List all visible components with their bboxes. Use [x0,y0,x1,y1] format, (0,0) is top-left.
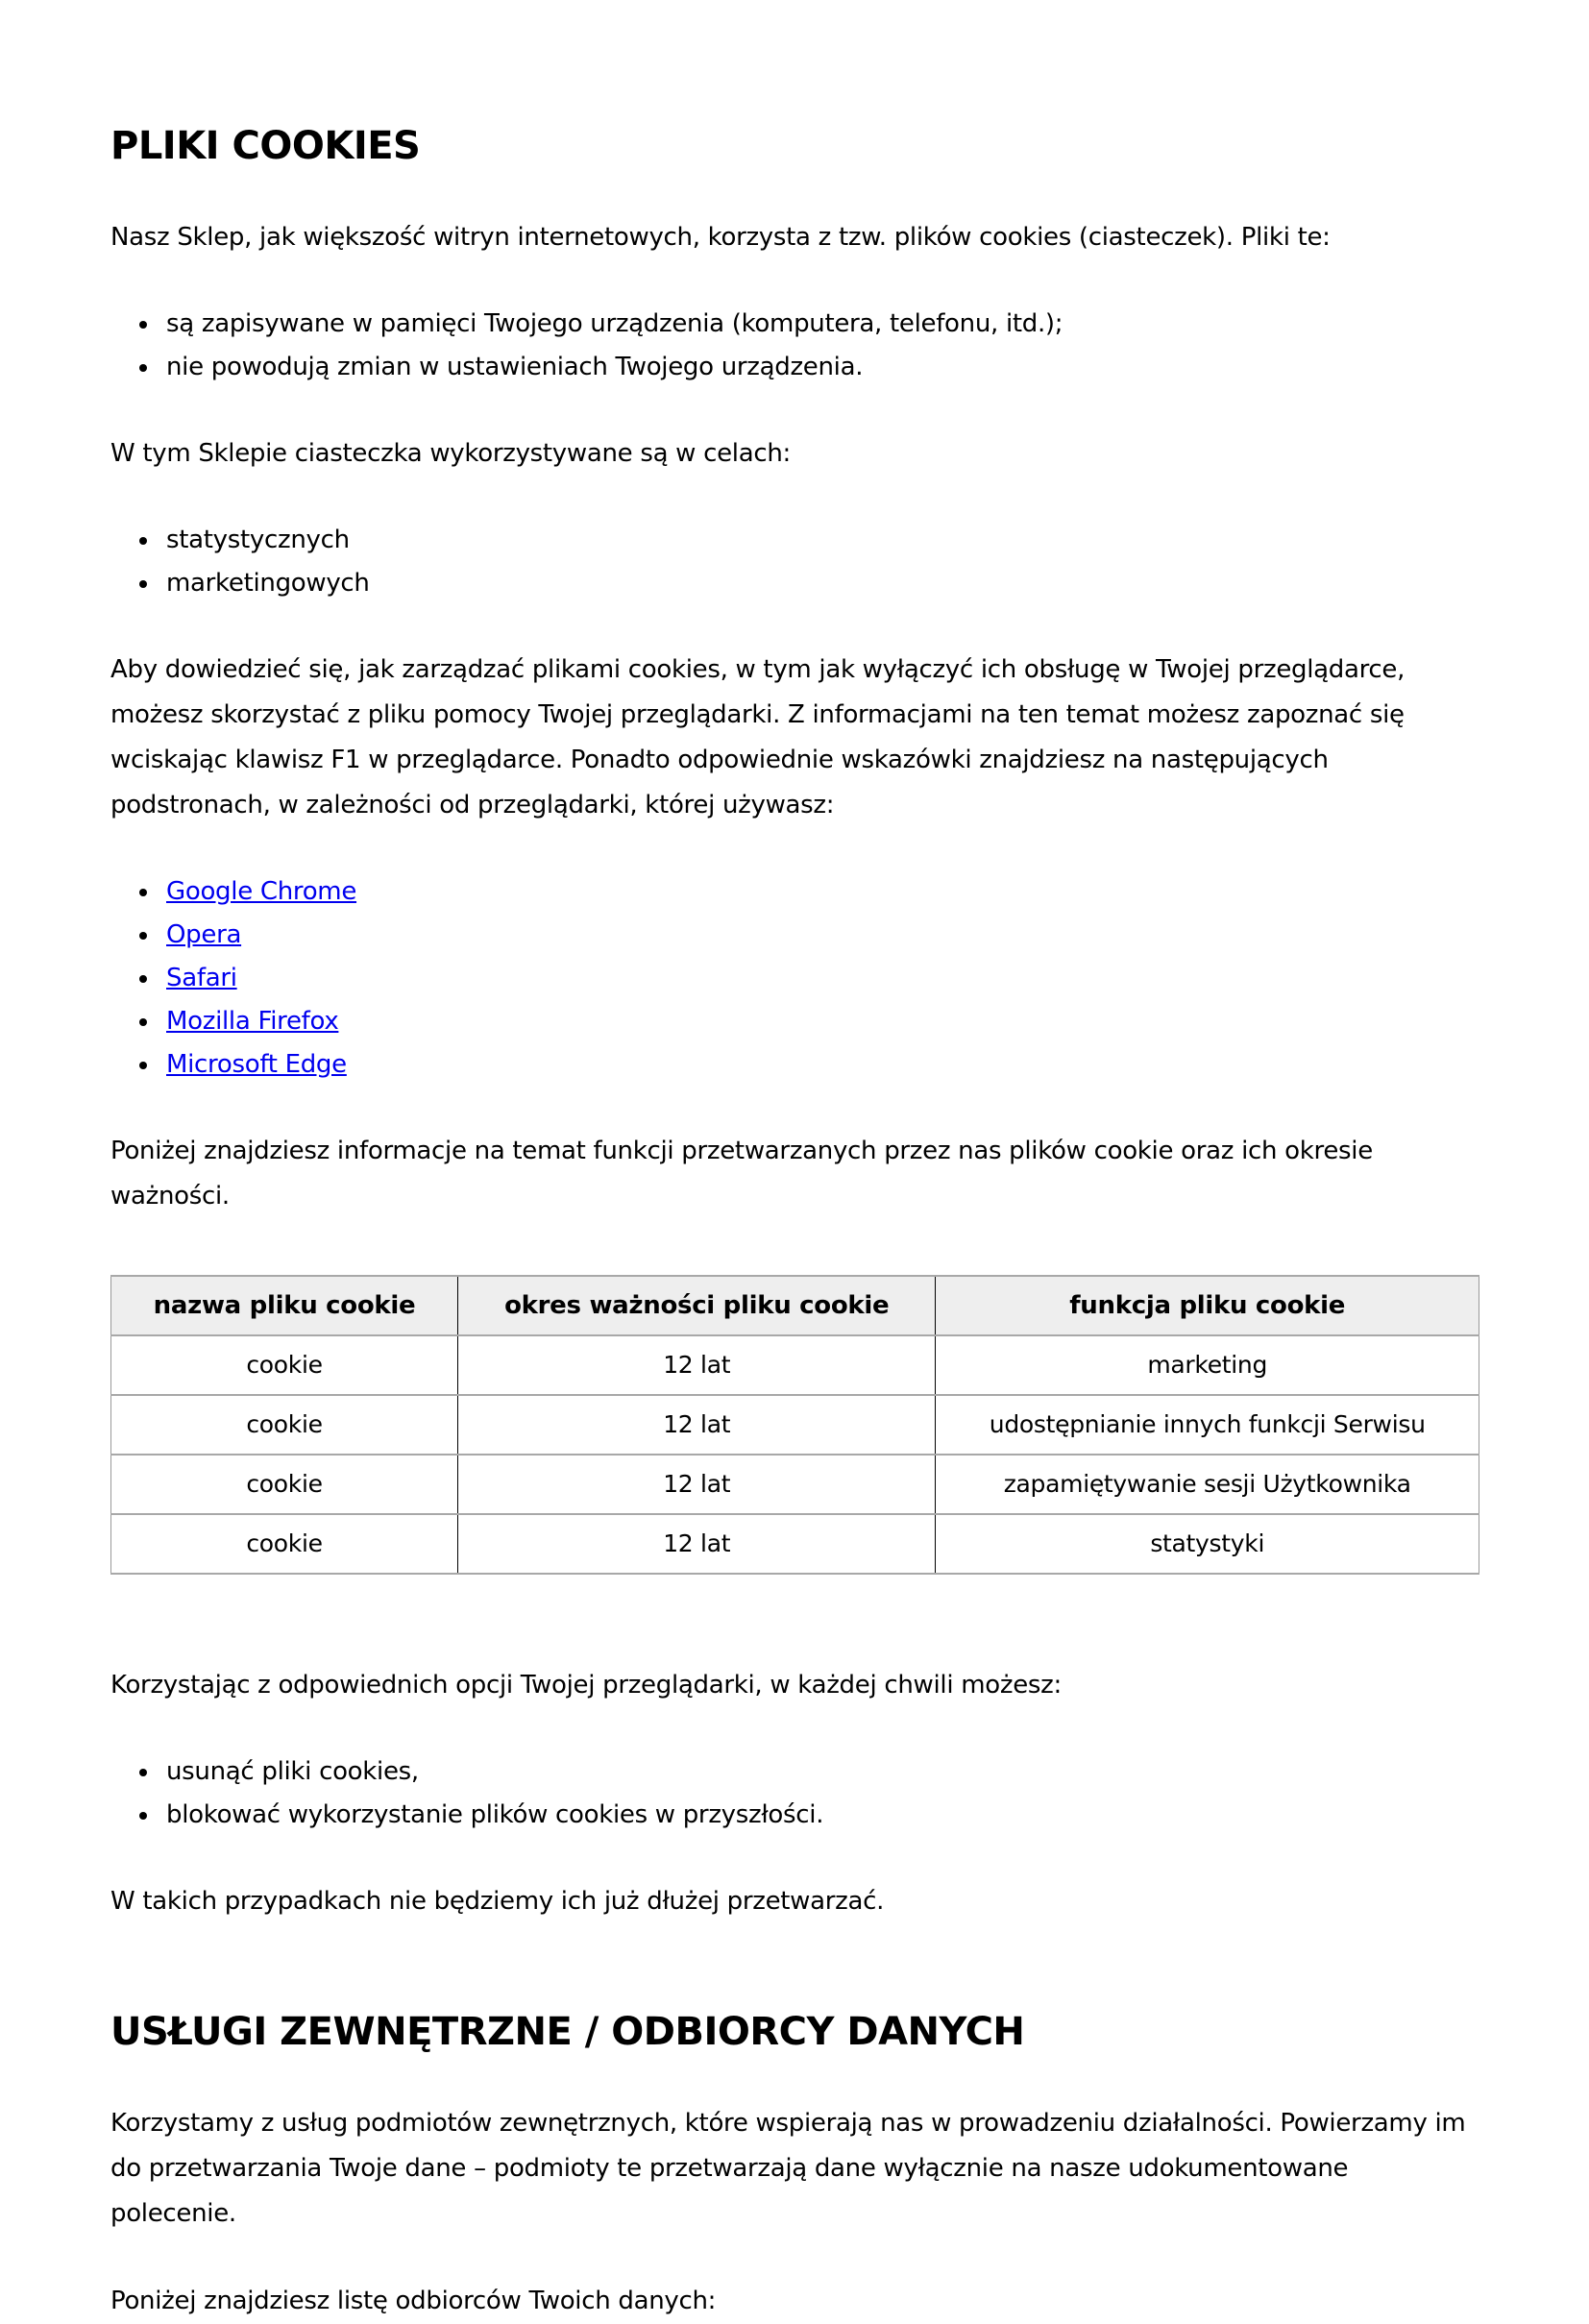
paragraph-no-processing: W takich przypadkach nie będziemy ich już dłużej przetwarzać. [110,1887,885,1916]
table-header-funkcja: funkcja pliku cookie [936,1276,1479,1335]
table-cell: 12 lat [458,1514,936,1574]
link-mozilla-firefox[interactable]: Mozilla Firefox [166,1007,339,1036]
paragraph-purposes-intro: W tym Sklepie ciasteczka wykorzystywane są w celach: [110,439,791,468]
link-safari[interactable]: Safari [166,964,237,992]
table-cell: statystyki [936,1514,1479,1574]
paragraph-recipients-intro: Poniżej znajdziesz listę odbiorców Twoich danych: [110,2287,717,2315]
list-item: • usunąć pliki cookies, [160,1750,1479,1794]
table-cell: 12 lat [458,1455,936,1514]
table-cell: cookie [111,1335,458,1395]
table-cell: zapamiętywanie sesji Użytkownika [936,1455,1479,1514]
table-cell: cookie [111,1395,458,1455]
table-cell: cookie [111,1514,458,1574]
list-item: • marketingowych [160,562,1479,605]
list-item: • statystycznych [160,519,1479,562]
table-cell: 12 lat [458,1395,936,1455]
table-header-okres: okres ważności pliku cookie [458,1276,936,1335]
list-item [160,957,1479,1000]
table-row [111,1455,1479,1514]
table-header-row [111,1276,1479,1335]
section-title-external-services: USŁUGI ZEWNĘTRZNE / ODBIORCY DANYCH [110,2010,1025,2054]
table-row [111,1335,1479,1395]
table-cell: udostępnianie innych funkcji Serwisu [936,1395,1479,1455]
table-cell: cookie [111,1455,458,1514]
list-item: • są zapisywane w pamięci Twojego urządzenia (komputera, telefonu, itd.); [160,303,1479,346]
cookie-table [110,1275,1479,1575]
paragraph-table-intro: Poniżej znajdziesz informacje na temat funkcji przetwarzanych przez nas plików cookie oraz ich okresie ważności. [110,1137,1373,1211]
table-header-nazwa: nazwa pliku cookie [111,1276,458,1335]
table-cell: marketing [936,1335,1479,1395]
list-item [160,870,1479,914]
cookie-properties-list [110,303,1479,389]
list-item: • blokować wykorzystanie plików cookies w przyszłości. [160,1794,1479,1837]
options-list [110,1750,1479,1837]
purposes-list [110,519,1479,605]
table-cell: 12 lat [458,1335,936,1395]
table-row [111,1514,1479,1574]
paragraph-options-intro: Korzystając z odpowiednich opcji Twojej przeglądarki, w każdej chwili możesz: [110,1671,1062,1700]
table-row [111,1395,1479,1455]
link-opera[interactable]: Opera [166,920,242,949]
list-item [160,1000,1479,1043]
list-item: • nie powodują zmian w ustawieniach Twojego urządzenia. [160,346,1479,389]
list-item [160,914,1479,957]
paragraph-intro: Nasz Sklep, jak większość witryn internetowych, korzysta z tzw. plików cookies (ciasteczek). Pliki te: [110,223,1331,252]
link-google-chrome[interactable]: Google Chrome [166,877,357,906]
link-microsoft-edge[interactable]: Microsoft Edge [166,1050,347,1079]
paragraph-manage-info: Aby dowiedzieć się, jak zarządzać plikami cookies, w tym jak wyłączyć ich obsługę w Twojej przeglądarce, możesz skorzystać z pliku pomocy Twojej przeglądarki. Z informacjami na ten temat możesz zapoznać się wciskając klawisz F1 w przeglądarce. Ponadto odpowiednie wskazówki znajdziesz na następujących podstronach, w zależności od przeglądarki, której używasz: [110,655,1406,820]
page-title: PLIKI COOKIES [110,124,421,168]
browser-links-list [110,870,1479,1087]
paragraph-external-info: Korzystamy z usług podmiotów zewnętrznych, które wspierają nas w prowadzeniu działalności. Powierzamy im do przetwarzania Twoje dane – podmioty te przetwarzają dane wyłącznie na nasze udokumentowane polecenie. [110,2109,1466,2228]
list-item [160,1043,1479,1087]
